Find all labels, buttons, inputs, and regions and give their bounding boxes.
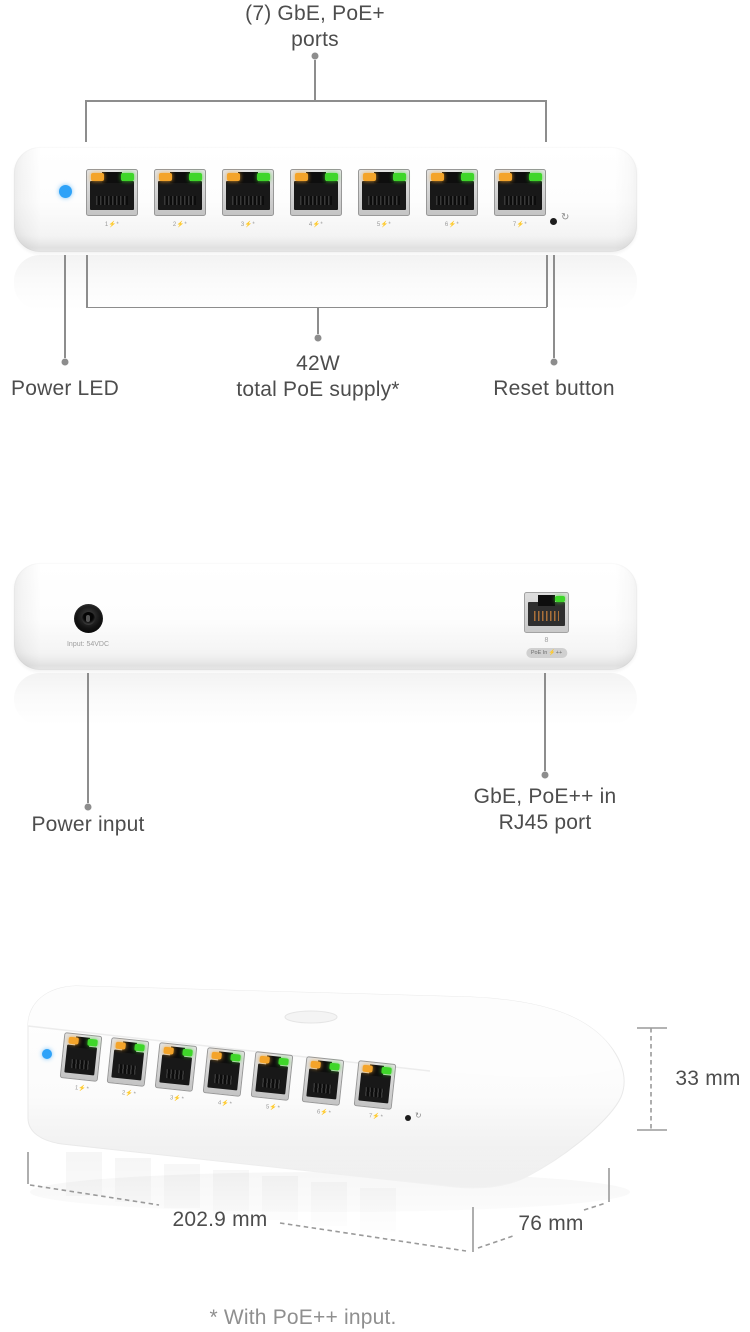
port-cavity	[226, 181, 270, 210]
persp-port-4	[203, 1047, 246, 1097]
port-led-orange	[295, 173, 308, 181]
footnote: * With PoE++ input.	[209, 1306, 397, 1329]
port-latch	[510, 172, 530, 183]
dim-height-label: 33 mm	[675, 1067, 741, 1090]
port-pins	[534, 611, 559, 621]
callout-ports	[245, 1, 385, 53]
port-led-green	[189, 173, 202, 181]
port-led-green	[393, 173, 406, 181]
persp-port-3	[155, 1042, 198, 1092]
port-led-green	[325, 173, 338, 181]
port-led-orange	[431, 173, 444, 181]
persp-port-6	[302, 1056, 345, 1106]
rj45-port-5	[358, 169, 410, 216]
reflection-fade	[0, 1146, 750, 1266]
port-led-green	[381, 1066, 392, 1074]
reset-dot-marker	[551, 359, 558, 366]
callout-dot	[312, 53, 319, 60]
rj45-port-7	[494, 169, 546, 216]
port-led-orange	[259, 1055, 270, 1063]
port-cavity	[255, 1063, 288, 1094]
port-led-green	[87, 1038, 98, 1046]
persp-port-4-label: 4⚡*	[217, 1100, 233, 1108]
dim-depth-label: 76 mm	[518, 1212, 584, 1235]
callout-ports-line2: ports	[291, 28, 339, 51]
port-latch	[170, 172, 190, 183]
dim-length-label: 202.9 mm	[172, 1208, 268, 1231]
rj45-port-6	[426, 169, 478, 216]
dc-jack-pin	[86, 615, 90, 622]
port-cavity	[498, 181, 542, 210]
callout-ports-line1: (7) GbE, PoE+	[245, 2, 385, 25]
power-led-label: Power LED	[10, 377, 120, 400]
port-led-orange	[163, 1046, 174, 1054]
port-latch	[306, 172, 326, 183]
port-latch	[238, 172, 258, 183]
port-led-orange	[115, 1041, 126, 1049]
port-6-label: 6⚡*	[444, 222, 460, 228]
ubiquiti-logo	[285, 1011, 337, 1023]
port-pins	[166, 1069, 185, 1080]
port-cavity	[159, 1054, 192, 1085]
power-led-dot	[62, 359, 69, 366]
perspective-body-drawing	[0, 960, 750, 1332]
reset-label: Reset button	[493, 377, 615, 400]
rj45-port-2	[154, 169, 206, 216]
power-input-label: Power input	[31, 813, 145, 836]
port-led-orange	[362, 1064, 373, 1072]
poe-bracket-left	[86, 255, 88, 307]
callout-stem	[314, 60, 316, 100]
port-2-label: 2⚡*	[172, 222, 188, 228]
port-pins	[504, 196, 536, 205]
port-pins	[118, 1064, 137, 1075]
port-led-orange	[227, 173, 240, 181]
front-reflection	[14, 255, 637, 310]
port-cavity	[64, 1044, 97, 1075]
port-led-orange	[499, 173, 512, 181]
port-pins	[436, 196, 468, 205]
rj45-port-3	[222, 169, 274, 216]
port-latch	[102, 172, 122, 183]
power-led-indicator-perspective	[42, 1049, 52, 1059]
port-cavity	[358, 1072, 391, 1103]
callout-bracket-right	[545, 100, 547, 142]
port-led-green	[555, 596, 565, 602]
poe-in-line	[544, 673, 546, 771]
callout-bracket-left	[85, 100, 87, 142]
power-input-dot	[85, 804, 92, 811]
port-pins	[368, 196, 400, 205]
port-led-green	[529, 173, 542, 181]
persp-port-5	[251, 1051, 294, 1101]
port-latch	[442, 172, 462, 183]
port-cavity	[207, 1059, 240, 1090]
port-pins	[232, 196, 264, 205]
reset-line	[553, 255, 555, 358]
port-led-green	[461, 173, 474, 181]
port-cavity	[294, 181, 338, 210]
persp-port-5-label: 5⚡*	[265, 1104, 281, 1112]
rj45-port-8	[524, 592, 569, 633]
port-pins	[71, 1059, 90, 1070]
port-cavity	[430, 181, 474, 210]
port-cavity	[111, 1049, 144, 1080]
port-led-green	[278, 1057, 289, 1065]
poe-bracket-right	[546, 255, 548, 307]
port-led-green	[134, 1043, 145, 1051]
dim-height	[637, 1028, 667, 1130]
reset-button-perspective	[405, 1115, 411, 1121]
port-led-green	[121, 173, 134, 181]
poe-in-label-line1: GbE, PoE++ in	[473, 785, 617, 808]
rj45-port-1	[86, 169, 138, 216]
port-5-label: 5⚡*	[376, 222, 392, 228]
port-led-orange	[211, 1051, 222, 1059]
reset-icon: ↻	[561, 212, 570, 223]
port-1-label: 1⚡*	[104, 222, 120, 228]
poe-in-label-line2: RJ45 port	[498, 811, 592, 834]
port-led-green	[182, 1048, 193, 1056]
port-pins	[96, 196, 128, 205]
rj45-port-4	[290, 169, 342, 216]
poe-dot	[315, 335, 322, 342]
poe-in-badge: PoE In ⚡++	[526, 648, 567, 658]
poe-stem	[317, 307, 319, 334]
port-4-label: 4⚡*	[308, 222, 324, 228]
port-led-orange	[91, 173, 104, 181]
port-led-orange	[363, 173, 376, 181]
port-latch	[374, 172, 394, 183]
persp-port-2	[107, 1037, 150, 1087]
port-led-orange	[310, 1060, 321, 1068]
poe-supply-label	[236, 351, 399, 403]
port-cavity	[90, 181, 134, 210]
power-led-indicator	[59, 185, 72, 198]
port-pins	[164, 196, 196, 205]
port-led-orange	[159, 173, 172, 181]
persp-port-7-label: 7⚡*	[368, 1113, 384, 1121]
port-pins	[365, 1087, 384, 1098]
port-pins	[214, 1074, 233, 1085]
port-led-green	[230, 1053, 241, 1061]
poe-in-dot	[542, 772, 549, 779]
persp-port-1	[60, 1032, 103, 1082]
port-led-green	[257, 173, 270, 181]
port-latch	[538, 595, 555, 606]
poe-total: total PoE supply*	[236, 378, 400, 401]
port-cavity	[158, 181, 202, 210]
persp-port-2-label: 2⚡*	[121, 1090, 137, 1098]
port-cavity	[362, 181, 406, 210]
poe-watts: 42W	[296, 352, 340, 375]
persp-port-3-label: 3⚡*	[169, 1095, 185, 1103]
persp-port-7	[354, 1060, 397, 1110]
dc-jack-label: Input: 54VDC	[66, 641, 110, 648]
reset-icon-perspective: ↻	[415, 1111, 422, 1120]
persp-port-1-label: 1⚡*	[74, 1085, 90, 1093]
port-pins	[313, 1083, 332, 1094]
power-input-line	[87, 673, 89, 803]
port-led-orange	[68, 1036, 79, 1044]
port-pins	[262, 1078, 281, 1089]
reset-button	[550, 218, 557, 225]
power-led-line	[64, 255, 66, 358]
poe-in-label	[474, 784, 617, 836]
callout-bracket-top	[85, 100, 546, 102]
port-cavity	[306, 1068, 339, 1099]
persp-port-6-label: 6⚡*	[316, 1109, 332, 1117]
port-8-number: 8	[544, 637, 549, 644]
port-7-label: 7⚡*	[512, 222, 528, 228]
port-3-label: 3⚡*	[240, 222, 256, 228]
port-led-green	[329, 1062, 340, 1070]
port-pins	[300, 196, 332, 205]
